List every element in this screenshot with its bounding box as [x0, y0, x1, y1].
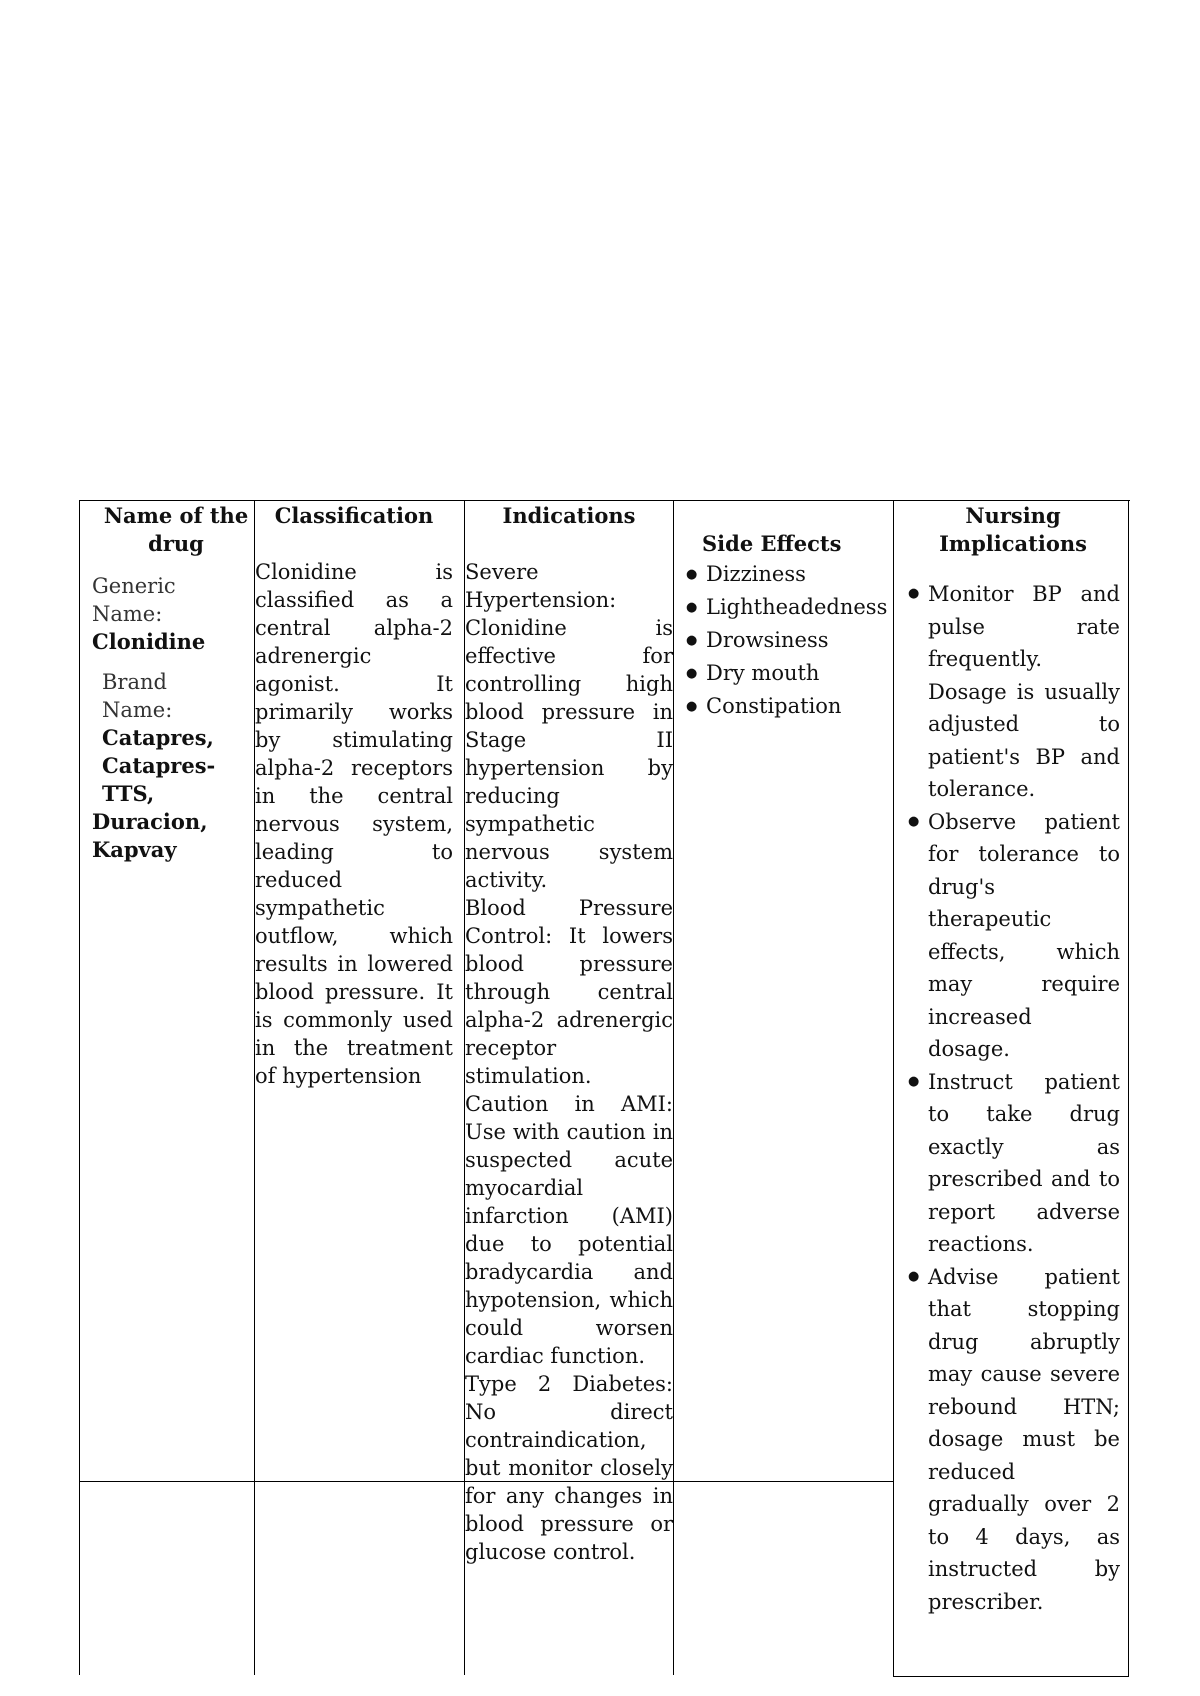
- indication-blood-pressure-control: Blood Pressure Control: It lowers blood pressure through central alpha-2 adrenergic receptor stimulation.: [465, 896, 673, 1088]
- list-item: ● Monitor BP and pulse rate frequently. Dosage is usually adjusted to patient's BP and tolerance.: [906, 578, 1120, 806]
- list-item: ● Dry mouth: [684, 657, 889, 690]
- generic-name-value: Clonidine: [92, 629, 206, 654]
- table-top-border: [79, 500, 1130, 501]
- brand-name-5: Kapvay: [92, 837, 177, 862]
- indications-column-cell: [465, 502, 673, 1566]
- brand-name-label: Brand Name:: [102, 670, 173, 722]
- list-item: ● Constipation: [684, 690, 889, 723]
- brand-name-4: Duracion,: [92, 809, 208, 834]
- header-name-of-drug: Name of the drug: [103, 503, 249, 556]
- generic-name-label: Generic Name:: [92, 574, 176, 626]
- nursing-implications-list: [906, 578, 1120, 1618]
- indication-caution-ami: Caution in AMI: Use with caution in suspected acute myocardial infarction (AMI) due to potential bradycardia and hypotension, which could worsen cardiac function.: [465, 1092, 673, 1368]
- side-effects-column-cell: [684, 502, 889, 723]
- header-classification: Classification: [274, 503, 434, 528]
- classification-text: Clonidine is classified as a central alpha-2 adrenergic agonist. It primarily works by stimulating alpha-2 receptors in the central nervous system, leading to reduced sympathetic outflow, which results in lowered blood pressure. It is commonly used in the treatment of hypertension: [255, 560, 453, 1088]
- table-left-border: [79, 500, 80, 1675]
- header-nursing-implications: Nursing Implications: [939, 503, 1087, 556]
- list-item: ● Observe patient for tolerance to drug's therapeutic effects, which may require increased dosage.: [906, 806, 1120, 1066]
- indication-type-2-diabetes: Type 2 Diabetes: No direct contraindication, but monitor closely for any changes in blood pressure or glucose control.: [465, 1372, 673, 1564]
- column-divider-4: [893, 500, 894, 1677]
- header-side-effects: Side Effects: [702, 531, 842, 556]
- nursing-column-cell: [906, 502, 1120, 1618]
- list-item: ● Drowsiness: [684, 624, 889, 657]
- side-effects-list: [684, 558, 889, 723]
- name-column-cell: [92, 502, 252, 864]
- header-indications: Indications: [502, 503, 636, 528]
- brand-name-3: TTS,: [102, 781, 155, 806]
- list-item: ● Advise patient that stopping drug abruptly may cause severe rebound HTN; dosage must be reduced gradually over 2 to 4 days, as instructed by prescriber.: [906, 1261, 1120, 1619]
- indication-severe-hypertension: Severe Hypertension: Clonidine is effective for controlling high blood pressure in Stage II hypertension by reducing sympathetic nervous system activity.: [465, 560, 673, 892]
- brand-name-2: Catapres-: [102, 753, 216, 778]
- list-item: ● Dizziness: [684, 558, 889, 591]
- list-item: ● Lightheadedness: [684, 591, 889, 624]
- brand-name-1: Catapres,: [102, 725, 214, 750]
- column-divider-3: [673, 500, 674, 1675]
- nursing-bottom-border: [893, 1676, 1129, 1677]
- classification-column-cell: [255, 502, 453, 1090]
- table-right-border: [1128, 500, 1129, 1677]
- list-item: ● Instruct patient to take drug exactly as prescribed and to report adverse reactions.: [906, 1066, 1120, 1261]
